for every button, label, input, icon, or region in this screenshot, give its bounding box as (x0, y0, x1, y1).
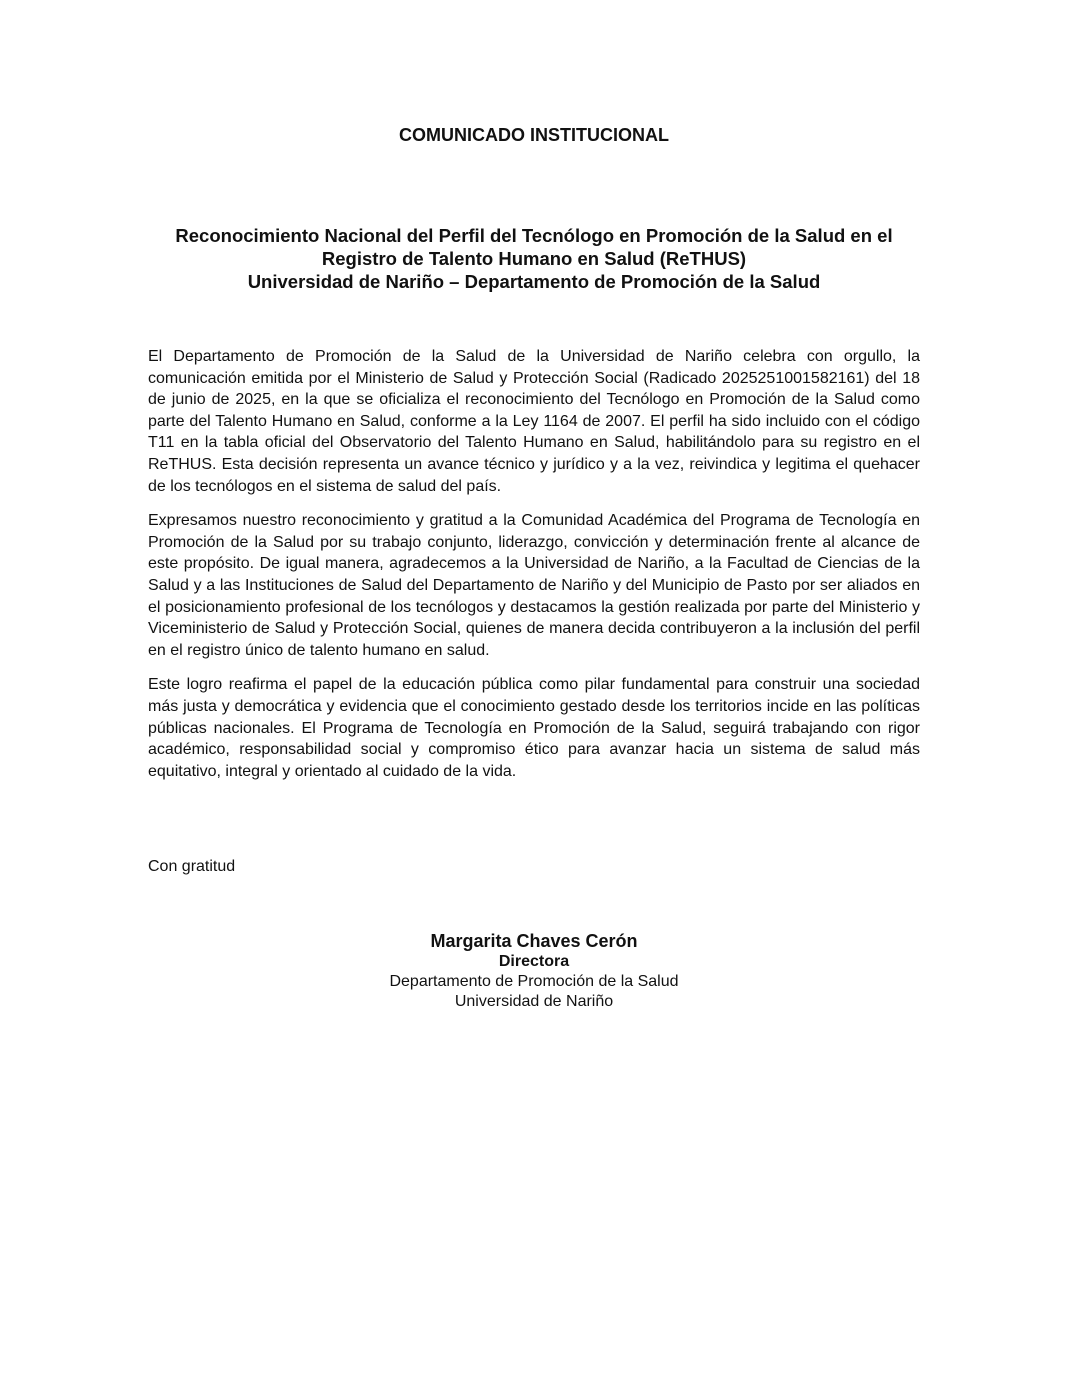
subtitle-line-3: Universidad de Nariño – Departamento de Promoción de la Salud (247, 271, 821, 292)
closing-phrase: Con gratitud (148, 858, 236, 875)
signatory-name: Margarita Chaves Cerón (430, 931, 638, 951)
document-title: COMUNICADO INSTITUCIONAL (399, 125, 669, 145)
signatory-role: Directora (498, 953, 570, 970)
signatory-institution: Universidad de Nariño (454, 993, 614, 1010)
subtitle-line-2: Registro de Talento Humano en Salud (ReTHUS) (321, 248, 747, 269)
body-paragraph-3: Este logro reafirma el papel de la educación pública como pilar fundamental para construir una sociedad más justa y democrática y evidencia que el conocimiento gestado desde los territorios incide en las políticas públicas nacionales. El Programa de Tecnología en Promoción de la Salud, seguirá trabajando con rigor académico, responsabilidad social y compromiso ético para avanzar hacia un sistema de salud más equitativo, integral y orientado al cuidado de la vida. (148, 676, 920, 780)
body-paragraph-2: Expresamos nuestro reconocimiento y gratitud a la Comunidad Académica del Programa de Tecnología en Promoción de la Salud por su trabajo conjunto, liderazgo, convicción y determinación frente al alcance de este propósito. De igual manera, agradecemos a la Universidad de Nariño, a la Facultad de Ciencias de la Salud y a las Instituciones de Salud del Departamento de Nariño y del Municipio de Pasto por ser aliados en el posicionamiento profesional de los tecnólogos y destacamos la gestión realizada por parte del Ministerio y Viceministerio de Salud y Protección Social, quienes de manera decida contribuyeron a la inclusión del perfil en el registro único de talento humano en salud. (148, 512, 920, 659)
subtitle-line-1: Reconocimiento Nacional del Perfil del Tecnólogo en Promoción de la Salud en el (175, 225, 893, 246)
signature-block (0, 930, 1068, 1012)
document-body (148, 346, 920, 795)
document-subtitle (100, 224, 968, 293)
signatory-department: Departamento de Promoción de la Salud (389, 973, 679, 990)
body-paragraph-1: El Departamento de Promoción de la Salud de la Universidad de Nariño celebra con orgullo, la comunicación emitida por el Ministerio de Salud y Protección Social (Radicado 2025251001582161) del 18 de junio de 2025, en la que se oficializa el reconocimiento del Tecnólogo en Promoción de la Salud como parte del Talento Humano en Salud, conforme a la Ley 1164 de 2007. El perfil ha sido incluido con el código T11 en la tabla oficial del Observatorio del Talento Humano en Salud, habilitándolo para su registro en el ReTHUS. Esta decisión representa un avance técnico y jurídico y a la vez, reivindica y legitima el quehacer de los tecnólogos en el sistema de salud del país. (148, 348, 920, 495)
